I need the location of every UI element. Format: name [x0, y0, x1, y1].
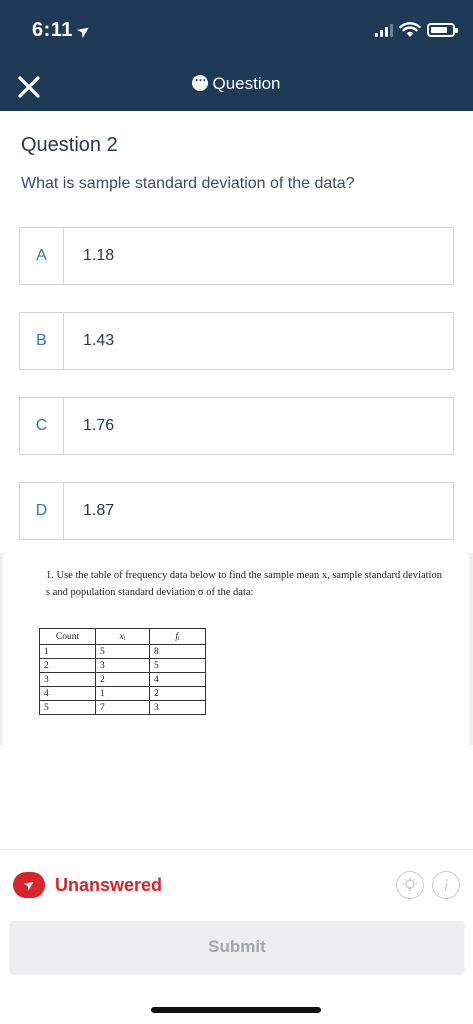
table-cell: 3 [40, 673, 96, 687]
table-cell: 1 [40, 645, 96, 659]
question-prompt: What is sample standard deviation of the data? [21, 175, 355, 192]
table-cell: 3 [96, 659, 150, 673]
status-icons [375, 22, 455, 38]
hint-button[interactable] [396, 871, 424, 899]
table-cell: 5 [150, 659, 206, 673]
option-a[interactable] [19, 227, 454, 285]
table-cell: 5 [96, 645, 150, 659]
table-row [40, 673, 206, 687]
table-header-row [40, 629, 206, 645]
option-d[interactable] [19, 482, 454, 540]
header-title: …Question [0, 74, 473, 94]
signal-icon [375, 23, 393, 37]
info-button[interactable] [432, 871, 460, 899]
table-cell: 8 [150, 645, 206, 659]
wifi-icon [399, 22, 421, 38]
option-value: 1.76 [83, 417, 115, 434]
table-row [40, 687, 206, 701]
option-value: 1.87 [83, 502, 115, 519]
table-row [40, 659, 206, 673]
table-cell: 1 [96, 687, 150, 701]
top-bar [0, 0, 473, 111]
table-cell: 4 [150, 673, 206, 687]
status-label: Unanswered [55, 874, 163, 895]
table-cell: 2 [96, 673, 150, 687]
problem-text: 1. Use the table of frequency data below to find the sample mean x, sample standard deviation s and population standard deviation σ of the data: [46, 570, 442, 598]
table-cell: 2 [40, 659, 96, 673]
table-row [40, 645, 206, 659]
battery-icon [427, 23, 455, 37]
status-time: 6:11➤ [32, 19, 95, 43]
table-cell: 5 [40, 701, 96, 715]
option-b[interactable] [19, 312, 454, 370]
option-c[interactable] [19, 397, 454, 455]
table-cell: 7 [96, 701, 150, 715]
info-icon: i [443, 874, 449, 895]
option-letter: D [20, 483, 64, 539]
option-letter: B [20, 313, 64, 369]
unanswered-icon: ➤ [13, 872, 45, 898]
option-letter: C [20, 398, 64, 454]
question-number: Question 2 [21, 134, 118, 156]
table-header: xᵢ [96, 629, 150, 645]
footer-divider [0, 849, 473, 850]
problem-image [0, 553, 473, 745]
home-indicator[interactable] [151, 1007, 321, 1013]
submit-button[interactable]: Submit [10, 921, 464, 973]
table-header: fᵢ [150, 629, 206, 645]
location-icon: ➤ [73, 20, 95, 43]
frequency-table [39, 628, 206, 715]
table-header: Count [40, 629, 96, 645]
table-row [40, 701, 206, 715]
lightbulb-icon [401, 876, 419, 894]
table-cell: 2 [150, 687, 206, 701]
option-value: 1.43 [83, 332, 115, 349]
option-letter: A [20, 228, 64, 284]
table-cell: 4 [40, 687, 96, 701]
table-cell: 3 [150, 701, 206, 715]
chat-bubble-icon [192, 75, 208, 91]
answer-status [13, 872, 162, 898]
option-value: 1.18 [83, 247, 115, 264]
